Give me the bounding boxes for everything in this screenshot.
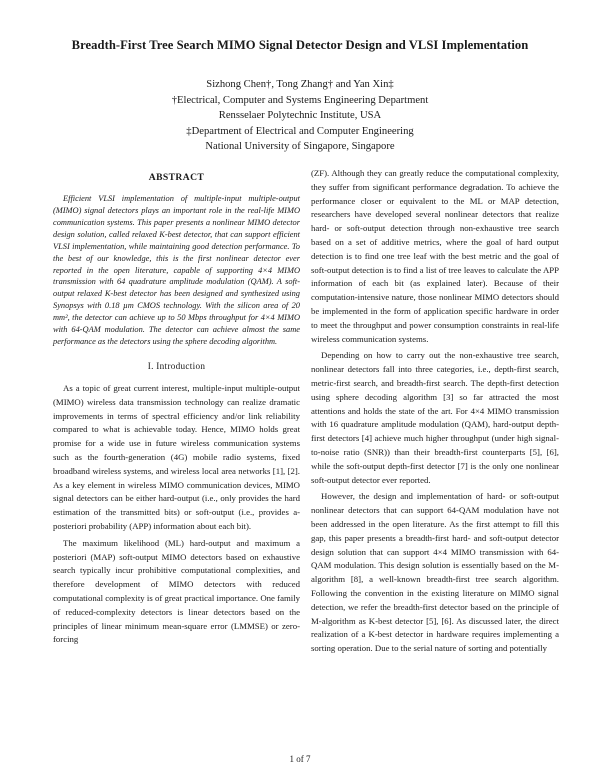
body-paragraph: As a topic of great current interest, multiple-input multiple-output (MIMO) wireless data transmission technology can realize dramatic improvements in terms of spectral efficiency and/or link reliability compared to what is achievable today. Hence, MIMO holds great promise for a wide use in future wireless communication systems such as the fourth-generation (4G) mobile radio systems, fixed broadband wireless systems, and wireless local area networks [1], [2]. As a key element in wireless MIMO communication devices, MIMO signal detectors can be either hard-output (i.e., only provides the hard estimation of the transmitted bits) or soft-output (i.e., provides a-posteriori probability (APP) information about each bit). bbox=[53, 382, 300, 531]
body-paragraph: Depending on how to carry out the non-exhaustive tree search, nonlinear detectors fall into three categories, i.e., depth-first search, metric-first search, and breadth-first search. The depth-first detection using sphere decoding algorithm [3] so far attracted the most attentions and holds the state of the art. For 4×4 MIMO transmission with 16 quadrature amplitude modulation (QAM), hard-output depth-first detectors [4] achieve much higher throughput (under high signal-to-noise ratio (SNR)) than their breadth-first counterparts [5], [6], while the soft-output depth-first detector [7] is the only one nonlinear soft-output detector ever reported. bbox=[311, 350, 559, 485]
affiliation-line: National University of Singapore, Singapore bbox=[205, 141, 395, 152]
body-paragraph: (ZF). Although they can greatly reduce the computational complexity, they suffer from significant performance degradation. To achieve the performance closer or equivalent to the ML or MAP detection, researchers have developed several nonlinear detectors that realize hard- or soft-output detection through non-exhaustive tree search based on a set of additive metrics, where the goal of hard output detection is to find one tree leaf with the best metric and the goal of soft-output detection is to find a list of tree leaves to calculate the APP information of each bit (as explained later). Because of their computation-intensive nature, those nonlinear MIMO detectors should be implemented in the form of application specific hardware in order to meet the throughput and power consumption constraints in real-life wireless communication systems. bbox=[311, 168, 559, 344]
author-block bbox=[20, 77, 580, 155]
affiliation-line: †Electrical, Computer and Systems Engineering Department bbox=[171, 94, 429, 106]
affiliation-line: Rensselaer Polytechnic Institute, USA bbox=[218, 110, 382, 121]
abstract-heading: ABSTRACT bbox=[148, 172, 205, 183]
body-paragraph: However, the design and implementation of hard- or soft-output nonlinear detectors that can support 64-QAM modulation have not been addressed in the open literature. As the first attempt to fill this gap, this paper presents a breadth-first hard- and soft-output detector design solution that can support 4×4 MIMO transmission with 64-QAM modulation. This design solution is essentially based on the M-algorithm [8], a well-known breadth-first tree search algorithm. Following the convention in the existing literature on MIMO signal detection, we refer the breadth-first detector based on the principle of M-algorithm as K-best detector [5], [6]. As discussed later, the direct realization of a K-best detector in hardware requires implementing a sorting operation. Due to the serial nature of sorting and potentially bbox=[311, 491, 559, 654]
left-column bbox=[53, 171, 300, 647]
page-number: 1 of 7 bbox=[289, 754, 311, 764]
section-heading-introduction: I. Introduction bbox=[147, 361, 206, 372]
affiliation-line: ‡Department of Electrical and Computer Engineering bbox=[186, 125, 414, 137]
right-column bbox=[311, 167, 559, 656]
author-names: Sizhong Chen†, Tong Zhang† and Yan Xin‡ bbox=[206, 79, 394, 90]
abstract-text: Efficient VLSI implementation of multiple-input multiple-output (MIMO) signal detectors plays an important role in the real-life MIMO communication systems. This paper presents a nonlinear MIMO detector design solution, called relaxed K-best detector, that can support efficient VLSI implementation, while maintaining good detection performance. To the best of our knowledge, this is the first nonlinear detector ever reported in the open literature, capable of supporting 4×4 MIMO transmission with 64 quadrature amplitude modulation (QAM). A soft-output relaxed K-best detector has been designed and synthesized using Synopsys with 0.18 µm CMOS technology. With the silicon area of 20 mm², the detector can achieve up to 50 Mbps throughput for 4×4 MIMO with 64-QAM modulation. The detector can achieve almost the same performance as the detectors using the sphere decoding algorithm. bbox=[53, 193, 300, 347]
body-paragraph: The maximum likelihood (ML) hard-output and maximum a posteriori (MAP) soft-output MIMO detectors based on exhaustive search typically incur prohibitive computational complexities, and therefore development of MIMO detectors with reduced computational complexity is of great practical importance. One family of reduced-complexity detectors is linear detectors based on the principles of linear minimum mean-square error (LMMSE) or zero-forcing bbox=[53, 537, 300, 645]
paper-title: Breadth-First Tree Search MIMO Signal Detector Design and VLSI Implementation bbox=[71, 38, 529, 52]
